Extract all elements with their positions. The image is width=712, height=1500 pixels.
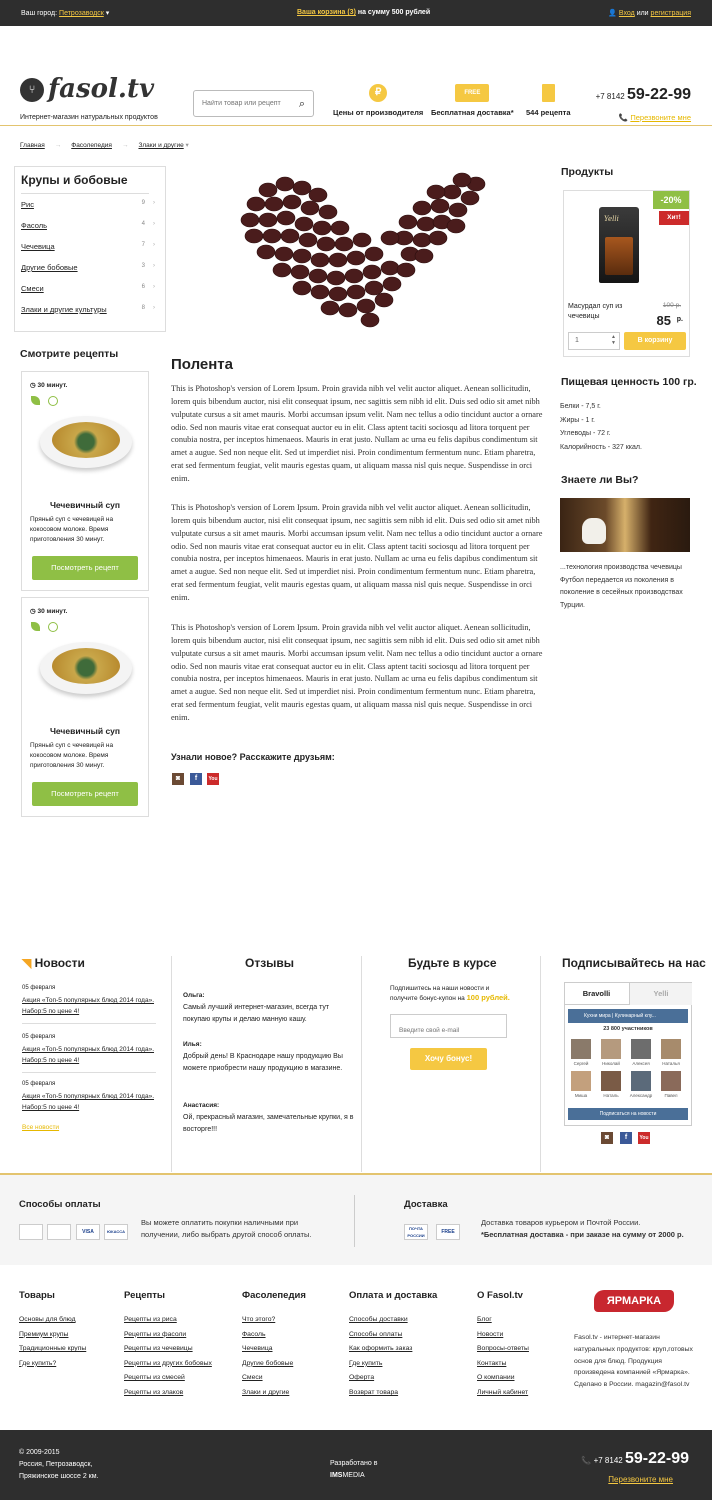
city-label: Ваш город:	[21, 10, 58, 17]
footer-link[interactable]: Вопросы-ответы	[477, 1345, 529, 1353]
russian-post-icon: ПОЧТА РОССИИ	[404, 1224, 428, 1240]
footer-link[interactable]: Основы для блюд	[19, 1316, 76, 1323]
leaf-icon	[31, 622, 40, 631]
member-name: Александр	[629, 1093, 653, 1098]
subscribe-text	[390, 984, 510, 1003]
footer-link[interactable]: Возврат товара	[349, 1388, 399, 1396]
category-label: Чечевица	[21, 242, 55, 251]
developer-label: Разработано в	[330, 1460, 378, 1467]
ruble-icon: ₽	[369, 84, 387, 102]
rice-bowl-image	[582, 518, 606, 544]
nutrition-row: Белки - 7,5 г.	[560, 403, 601, 410]
recipes-title: Смотрите рецепты	[20, 348, 119, 360]
footer-link[interactable]: Где купить?	[19, 1359, 57, 1367]
feature-delivery	[431, 84, 514, 117]
footer-col-recipes	[124, 1290, 212, 1404]
address-line: Пряжинское шоссе 2 км.	[19, 1473, 99, 1480]
category-label: Фасоль	[21, 221, 47, 230]
phone-icon: 📞	[581, 1456, 592, 1465]
news-list	[22, 1034, 156, 1073]
bonus-amount: 100 рублей.	[466, 993, 510, 1002]
footer-link[interactable]: Рецепты из других бобовых	[124, 1359, 212, 1367]
cart-summary	[297, 9, 430, 16]
group-bar[interactable]	[568, 1009, 688, 1023]
phone-icon: 📞	[618, 113, 629, 122]
footer-link[interactable]: Оферта	[349, 1374, 375, 1382]
facebook-icon[interactable]: f	[620, 1132, 632, 1144]
city-selector[interactable]	[21, 9, 109, 17]
recipe-time-label: 30 минут.	[37, 608, 68, 615]
review	[183, 1100, 355, 1136]
header	[0, 26, 712, 126]
search-box	[193, 90, 314, 117]
review-text: Добрый день! В Краснодаре нашу продукцию Вы можете приобрести нашу продукцию в магазине.	[183, 1053, 343, 1072]
add-to-cart-button[interactable]: В корзину	[624, 332, 686, 350]
category-count: 6	[141, 284, 145, 290]
recipe-book-icon	[542, 84, 555, 102]
chevron-right-icon: ›	[153, 221, 155, 227]
address-line: Россия, Петрозаводск,	[19, 1461, 93, 1468]
news-title: Новости	[34, 956, 85, 970]
arrow-right-icon: →	[121, 142, 129, 149]
callback	[619, 113, 691, 122]
fork-spoon-icon: ⑂	[20, 78, 44, 102]
footer-phone	[581, 1450, 689, 1468]
mastercard-icon	[47, 1224, 71, 1240]
category-item[interactable]	[21, 284, 159, 305]
review-author: Анастасия:	[183, 1102, 220, 1109]
product-price: 85	[656, 313, 671, 328]
did-you-know-title: Знаете ли Вы?	[561, 474, 639, 486]
clock-icon: ◷	[30, 382, 36, 389]
category-item[interactable]	[21, 305, 159, 326]
member-name: Наталья	[662, 1061, 680, 1066]
category-item[interactable]	[21, 242, 159, 263]
ims-logo: IMS	[330, 1472, 343, 1479]
article-paragraph: This is Photoshop's version of Lorem Ipsum. Proin gravida nibh vel velit auctor aliquet. Aenean sollicitudin, lorem quis bibendum auctor, nisi elit consequat ipsum, nec sagittis sem nibh id elit. Duis sed odio sit amet nibh vulputate cursus a sit amet mauris. Morbi accumsan ipsum velit. Nam nec tellus a odio tincidunt auctor a ornare odio. Sed non mauris vitae erat consequat auctor eu in elit. Class aptent taciti sociosqu ad litora torquent per conubia nostra, per inceptos himenaeos. Mauris in erat justo. Nullam ac urna eu felis dapibus condimentum sit amet a augue. Sed non neque elit. Sed ut imperdiet nisi. Proin condimentum fermentum nunc. Etiam pharetra, erat sed fermentum feugiat, velit mauris egestas quam, ut aliquam massa nisl quis neque. Suspendisse in orci enim.	[171, 623, 543, 722]
breadcrumb-home[interactable]: Главная	[20, 142, 45, 149]
instagram-icon[interactable]: ◙	[172, 773, 184, 785]
play-icon	[48, 396, 58, 406]
cart-total: на сумму 500 рублей	[357, 9, 431, 16]
tab-yelli[interactable]: Yelli	[629, 983, 692, 1005]
news-date: 05 февраля	[22, 985, 56, 991]
payment-text: Вы можете оплатить покупки наличными при получении, либо выбрать другой способ оплаты.	[141, 1218, 312, 1239]
review-author: Илья:	[183, 1041, 202, 1048]
footer-link[interactable]: О компании	[477, 1374, 515, 1382]
login-link[interactable]: Вход	[618, 10, 635, 17]
footer-about: Fasol.tv - интернет-магазин натуральных продуктов: круп,готовых основ для блюд. Продукция произведена компанией «Ярмарка». Сделано в России. magazin@fasol.tv	[574, 1334, 693, 1389]
category-title: Крупы и бобовые	[21, 173, 149, 194]
category-count: 9	[141, 200, 145, 206]
footer-link[interactable]: Как оформить заказ	[349, 1345, 413, 1353]
old-price: 100 р.	[662, 302, 681, 309]
subscribe-title: Будьте в курсе	[408, 956, 497, 970]
category-menu	[14, 166, 166, 332]
recipe-card	[21, 371, 149, 591]
avatar[interactable]	[571, 1039, 591, 1059]
breadcrumb	[20, 141, 189, 149]
play-icon	[48, 622, 58, 632]
did-you-know-image	[560, 498, 690, 552]
payment-title: Способы оплаты	[19, 1199, 101, 1210]
soup-image	[52, 648, 120, 684]
footer-col-about	[477, 1290, 529, 1404]
category-count: 7	[141, 242, 145, 248]
divider	[354, 1195, 355, 1247]
chevron-down-icon: ▾	[185, 142, 189, 149]
divider	[22, 1072, 156, 1073]
delivery-truck-icon: FREE	[455, 84, 489, 102]
feature-delivery-label: Бесплатная доставка*	[431, 108, 514, 117]
footer-link[interactable]: Блог	[477, 1316, 492, 1323]
footer-link[interactable]: Рецепты из фасоли	[124, 1330, 187, 1338]
phone-prefix: +7 8142	[595, 92, 625, 101]
article-paragraph: This is Photoshop's version of Lorem Ipsum. Proin gravida nibh vel velit auctor aliquet. Aenean sollicitudin, lorem quis bibendum auctor, nisi elit consequat ipsum, nec sagittis sem nibh id elit. Duis sed odio sit amet nibh vulputate cursus a sit amet mauris. Morbi accumsan ipsum velit. Nam nec tellus a odio tincidunt auctor a ornare odio. Sed non mauris vitae erat consequat auctor eu in elit. Class aptent taciti sociosqu ad litora torquent per conubia nostra, per inceptos himenaeos. Mauris in erat justo. Nullam ac urna eu felis dapibus condimentum sit amet a augue. Sed non neque elit. Sed ut imperdiet nisi. Proin condimentum fermentum nunc. Etiam pharetra, erat sed fermentum feugiat, velit mauris egestas quam, ut aliquam massa nisl quis neque. Suspendisse in orci enim.	[171, 384, 543, 483]
sberbank-icon	[19, 1224, 43, 1240]
bonus-button[interactable]: Хочу бонус!	[410, 1048, 487, 1070]
footer-link[interactable]: Чечевица	[242, 1345, 273, 1353]
avatar[interactable]	[631, 1039, 651, 1059]
footer-link[interactable]: Личный кабинет	[477, 1388, 529, 1396]
category-label: Рис	[21, 200, 34, 209]
chevron-right-icon: ›	[153, 284, 155, 290]
footer-link[interactable]: Злаки и другие	[242, 1388, 290, 1396]
category-item[interactable]	[21, 221, 159, 242]
divider	[171, 956, 172, 1172]
footer-link[interactable]: Что этого?	[242, 1316, 276, 1323]
register-link[interactable]: регистрация	[650, 10, 691, 17]
footer-link[interactable]: Способы доставки	[349, 1316, 408, 1323]
did-you-know-text: ...технология производства чечевицы Футбол передается из поколения в поколение в сесейных производствах Турции.	[560, 564, 683, 609]
copyright-text: © 2009-2015	[19, 1449, 60, 1456]
footer-col-title: Рецепты	[124, 1290, 166, 1301]
search-icon[interactable]: ⌕	[298, 98, 305, 110]
share-title: Узнали новое? Расскажите друзьям:	[171, 752, 335, 762]
phone-number: 59-22-99	[624, 1450, 689, 1467]
article-paragraph: This is Photoshop's version of Lorem Ipsum. Proin gravida nibh vel velit auctor aliquet. Aenean sollicitudin, lorem quis bibendum auctor, nisi elit consequat ipsum, nec sagittis sem nibh id elit. Duis sed odio sit amet nibh vulputate cursus a sit amet mauris. Morbi accumsan ipsum velit. Nam nec tellus a odio tincidunt auctor a ornare odio. Sed non mauris vitae erat consequat auctor eu in elit. Class aptent taciti sociosqu ad litora torquent per conubia nostra, per inceptos himenaeos. Mauris in erat justo. Nullam ac urna eu felis dapibus condimentum sit amet a augue. Sed non neque elit. Sed ut imperdiet nisi. Proin condimentum fermentum nunc. Etiam pharetra, erat sed fermentum feugiat, velit mauris egestas quam, ut aliquam massa nisl quis neque. Suspendisse in orci enim.	[171, 503, 543, 602]
user-icon: 👤	[608, 10, 617, 17]
review-text: Самый лучший интернет-магазин, всегда тут покупаю крупы и делаю манную кашу.	[183, 1004, 330, 1023]
category-count: 8	[141, 305, 145, 311]
visa-icon: VISA	[76, 1224, 100, 1240]
footer-link[interactable]: Где купить	[349, 1359, 383, 1367]
footer-link[interactable]: Способы оплаты	[349, 1330, 403, 1338]
divider	[540, 956, 541, 1172]
nutrition-row: Углеводы - 72 г.	[560, 430, 611, 437]
recipe-time	[30, 381, 67, 389]
footer-link[interactable]: Новости	[477, 1330, 504, 1338]
soup-image	[52, 422, 120, 458]
avatar[interactable]	[571, 1071, 591, 1091]
footer-link[interactable]: Контакты	[477, 1359, 507, 1367]
instagram-icon[interactable]: ◙	[601, 1132, 613, 1144]
avatar[interactable]	[601, 1071, 621, 1091]
recipe-desc: Пряный суп с чечевицей на кокосовом молоке. Время приготовления 30 минут.	[30, 516, 114, 543]
group-name: Кухни мира | Кулинарный клу...	[584, 1013, 656, 1019]
discount-badge: -20%	[653, 191, 689, 209]
news-date: 05 февраля	[22, 1034, 56, 1040]
category-label: Смеси	[21, 284, 44, 293]
facebook-icon[interactable]: f	[190, 773, 202, 785]
delivery-title: Доставка	[404, 1199, 448, 1210]
footer-link[interactable]: Рецепты из злаков	[124, 1388, 184, 1396]
logo-text: fasol.tv	[48, 74, 155, 104]
delivery-text	[481, 1217, 684, 1241]
or-text: или	[636, 10, 649, 17]
news-link[interactable]: Акция «Топ-5 популярных блюд 2014 года». Набор:5 по цене 4!	[22, 1046, 155, 1064]
category-item[interactable]	[21, 200, 159, 221]
category-item[interactable]	[21, 263, 159, 284]
footer-link[interactable]: Рецепты из риса	[124, 1316, 177, 1323]
product-image[interactable]	[599, 207, 639, 283]
free-delivery-icon: FREE	[436, 1224, 460, 1240]
header-phone	[596, 86, 691, 104]
footer-col-title: Оплата и доставка	[349, 1290, 438, 1301]
recipe-time-label: 30 минут.	[37, 382, 68, 389]
nutrition-row: Калорийность - 327 ккал.	[560, 443, 642, 451]
news-link[interactable]: Акция «Топ-5 популярных блюд 2014 года». Набор:5 по цене 4!	[22, 997, 155, 1015]
tab-bravolli[interactable]: Bravolli	[582, 989, 611, 998]
recipe-name: Чечевичный суп	[49, 726, 121, 736]
avatar[interactable]	[661, 1039, 681, 1059]
chevron-right-icon: ›	[153, 305, 155, 311]
recipe-name: Чечевичный суп	[49, 500, 121, 510]
footer-col-payment	[349, 1290, 437, 1404]
review-text: Ой, прекрасный магазин, замечательные крупки, я в восторге!!!	[183, 1114, 354, 1133]
news-date: 05 февраля	[22, 1081, 56, 1087]
footer-link[interactable]: Рецепты из чечевицы	[124, 1345, 193, 1353]
footer-col-title: Товары	[19, 1290, 55, 1301]
product-name[interactable]: Масурдал суп из чечевицы	[568, 303, 623, 320]
rss-icon: ◥	[22, 956, 32, 970]
phone-number: 59-22-99	[626, 86, 691, 103]
breadcrumb-current[interactable]: Злаки и другие	[138, 142, 184, 149]
email-field[interactable]	[390, 1014, 507, 1038]
avatar[interactable]	[601, 1039, 621, 1059]
recipe-card	[21, 597, 149, 817]
leaf-icon	[31, 396, 40, 405]
footer-col-title: Фасолепедия	[242, 1290, 306, 1301]
youtube-icon[interactable]: You	[638, 1132, 650, 1144]
reviews-title: Отзывы	[245, 956, 295, 970]
feature-recipes-label: 544 рецепта	[526, 108, 571, 117]
recipe-desc: Пряный суп с чечевицей на кокосовом молоке. Время приготовления 30 минут.	[30, 742, 114, 769]
category-label: Злаки и другие культуры	[21, 305, 107, 314]
avatar[interactable]	[661, 1071, 681, 1091]
avatar[interactable]	[631, 1071, 651, 1091]
footer-link[interactable]: Премиум крупы	[19, 1330, 69, 1338]
product-card	[563, 190, 690, 357]
product-window	[605, 237, 633, 275]
developer[interactable]	[330, 1458, 377, 1482]
member-name: Николай	[602, 1061, 620, 1066]
article-title: Полента	[171, 356, 233, 373]
quantity-value: 1	[575, 337, 579, 344]
subscribe-news-button[interactable]: Подписаться на новости	[568, 1108, 688, 1120]
footer-link[interactable]: Фасоль	[242, 1330, 266, 1338]
news-list	[22, 985, 156, 1024]
footer-col-title: О Fasol.tv	[477, 1290, 523, 1301]
delivery-free-note: *Бесплатная доставка - при заказе на сумму от 2000 р.	[481, 1230, 684, 1239]
member-name: Миша	[574, 1093, 588, 1098]
news-link[interactable]: Акция «Топ-5 популярных блюд 2014 года». Набор:5 по цене 4!	[22, 1093, 155, 1111]
social-title: Подписывайтесь на нас	[562, 956, 706, 970]
all-news-link[interactable]: Все новости	[22, 1124, 60, 1131]
products-title: Продукты	[561, 166, 614, 178]
category-count: 3	[141, 263, 145, 269]
hit-badge: Хит!	[659, 211, 689, 225]
cart-link[interactable]: Ваша корзина (3)	[297, 9, 356, 16]
quantity-stepper[interactable]	[568, 332, 620, 350]
product-brand: Yelli	[604, 215, 619, 223]
feature-prices	[333, 84, 423, 117]
review-author: Ольга:	[183, 992, 205, 999]
beans-heart-image	[230, 170, 500, 330]
media-logo: MEDIA	[342, 1472, 365, 1479]
member-name: Сергей	[573, 1061, 589, 1066]
footer-col-fasolepedia	[242, 1290, 306, 1404]
city-name[interactable]: Петрозаводск	[59, 10, 104, 17]
subscribe-desc: Подпишитесь на наши новости и получите бонус-купон на	[390, 985, 490, 1002]
payment-band	[0, 1175, 712, 1265]
news-heading	[22, 956, 85, 970]
breadcrumb-fasolepedia[interactable]: Фасолепедия	[71, 142, 112, 149]
footer-link[interactable]: Другие бобовые	[242, 1359, 294, 1367]
stepper-arrows-icon[interactable]: ▲ ▼	[611, 334, 616, 346]
login-area	[608, 9, 691, 17]
callback-link[interactable]: Перезвоните мне	[608, 1475, 673, 1484]
recipe-time	[30, 607, 67, 615]
chevron-right-icon: ›	[153, 263, 155, 269]
chevron-right-icon: ›	[153, 242, 155, 248]
yarmarka-logo[interactable]: ЯРМАРКА	[594, 1290, 674, 1312]
currency: р.	[676, 316, 683, 323]
nutrition-list	[560, 400, 642, 454]
social-widget	[564, 982, 692, 1126]
youtube-icon[interactable]: You	[207, 773, 219, 785]
callback-link[interactable]: Перезвоните мне	[630, 113, 691, 122]
news-list	[22, 1081, 156, 1113]
members-count: 23 800 участников	[603, 1026, 653, 1032]
feature-prices-label: Цены от производителя	[333, 108, 424, 117]
review	[183, 990, 355, 1026]
footer-col-goods	[19, 1290, 86, 1374]
yukassa-icon: ЮКАССА	[104, 1224, 128, 1240]
divider	[361, 956, 362, 1172]
view-recipe-button[interactable]: Посмотреть рецепт	[32, 782, 138, 806]
chevron-down-icon: ▾	[105, 10, 110, 17]
footer-link[interactable]: Рецепты из смесей	[124, 1374, 185, 1382]
member-name: Наталь	[603, 1093, 619, 1098]
feature-recipes	[526, 84, 571, 117]
tagline: Интернет-магазин натуральных продуктов	[20, 114, 158, 121]
social-tabs	[565, 983, 691, 1005]
category-label: Другие бобовые	[21, 263, 78, 272]
copyright	[19, 1447, 98, 1483]
top-bar	[0, 0, 712, 26]
member-name: Алексея	[632, 1061, 650, 1066]
divider	[22, 1023, 156, 1024]
footer-link[interactable]: Традиционные крупы	[19, 1345, 87, 1353]
nutrition-row: Жиры - 1 г.	[560, 416, 595, 424]
chevron-right-icon: ›	[153, 200, 155, 206]
clock-icon: ◷	[30, 608, 36, 615]
delivery-desc: Доставка товаров курьером и Почтой России.	[481, 1218, 641, 1227]
member-name: Павел	[664, 1093, 678, 1098]
review	[183, 1039, 355, 1075]
arrow-right-icon: →	[54, 142, 62, 149]
search-input[interactable]	[194, 91, 289, 116]
category-count: 4	[141, 221, 145, 227]
footer-link[interactable]: Смеси	[242, 1374, 263, 1382]
view-recipe-button[interactable]: Посмотреть рецепт	[32, 556, 138, 580]
phone-prefix: +7 8142	[593, 1456, 623, 1465]
bottom-bar	[0, 1430, 712, 1500]
nutrition-title: Пищевая ценность 100 гр.	[561, 376, 697, 388]
